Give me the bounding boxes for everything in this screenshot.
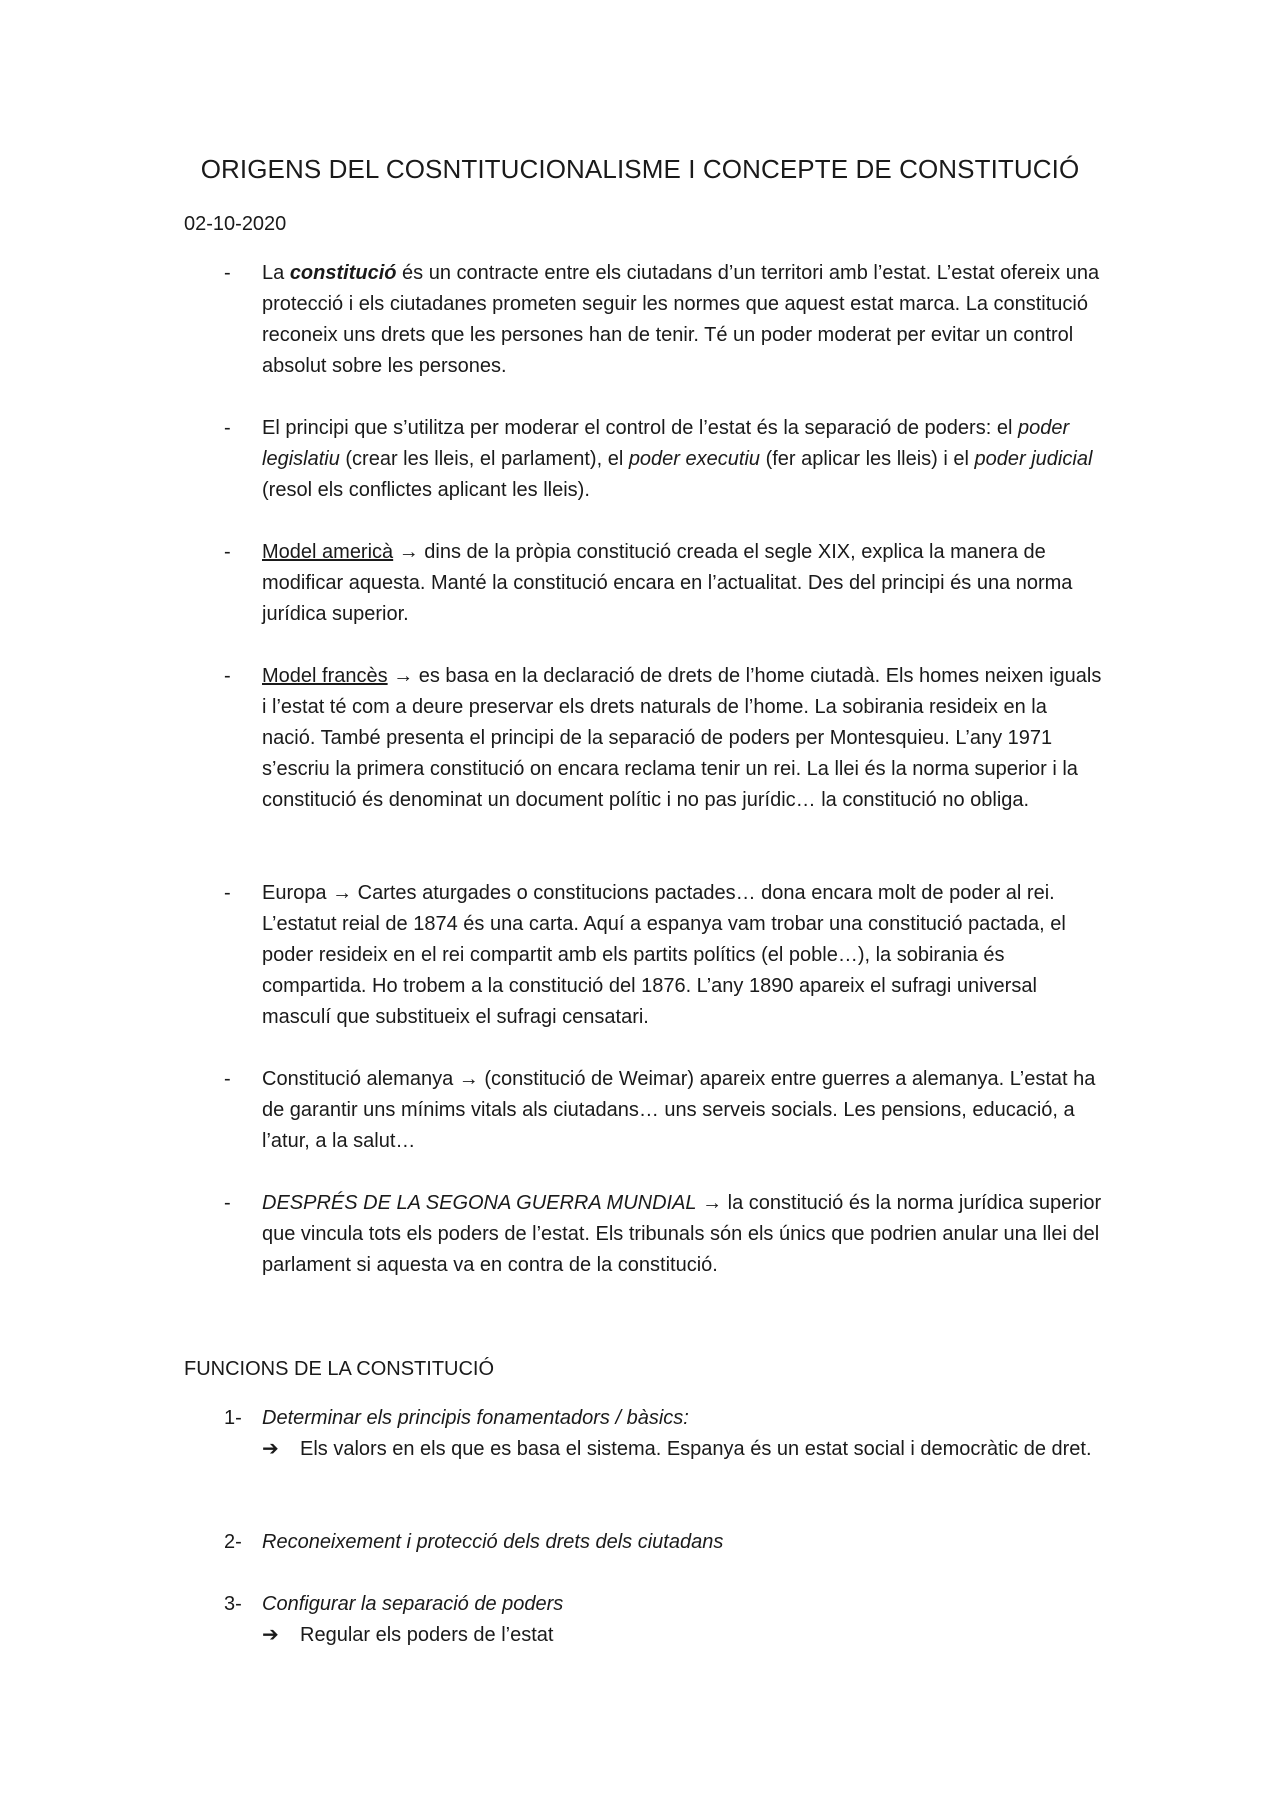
document-title: ORIGENS DEL COSNTITUCIONALISME I CONCEPTE DE CONSTITUCIÓ (200, 154, 1080, 184)
bullet-dash: - (224, 1068, 231, 1090)
funcio-item-1 (184, 1403, 1104, 1465)
bullet-dash: - (224, 665, 231, 687)
funcio-text: Configurar la separació de poders (262, 1593, 564, 1615)
label-despres-segona-guerra: DESPRÉS DE LA SEGONA GUERRA MUNDIAL (262, 1192, 697, 1214)
bullet-despres-segona-guerra: - DESPRÉS DE LA SEGONA GUERRA MUNDIAL → la constitució és la norma jurídica superior que vincula tots els poders de l’estat. Els tribunals són els únics que podrien anular una llei del parlament si aquesta va en contra de la constitució. (184, 1188, 1104, 1281)
funcio-subtext: Els valors en els que es basa el sistema. Espanya és un estat social i democràtic de dret. (300, 1438, 1092, 1460)
label-model-frances: Model francès (262, 665, 388, 687)
bullet-dash: - (224, 417, 231, 439)
bullet-separacio-poders: - El principi que s’utilitza per moderar el control de l’estat és la separació de poders: el poder legislatiu (crear les lleis, el parlament), el poder executiu (fer aplicar les lleis) i el poder judicial (resol els conflictes aplicant les lleis). (184, 413, 1104, 506)
bullet-model-america: - Model americà → dins de la pròpia constitució creada el segle XIX, explica la manera de modificar aquesta. Manté la constitució encara en l’actualitat. Des del principi és una norma jurídica superior. (184, 537, 1104, 630)
bullet-dash: - (224, 262, 231, 284)
bullet-constitucio: - La constitució és un contracte entre els ciutadans d’un territori amb l’estat. L’estat ofereix una protecció i els ciutadanes prometen seguir les normes que aquest estat marca. La constitució reconeix uns drets que les persones han de tenir. Té un poder moderat per evitar un control absolut sobre les persones. (184, 258, 1104, 382)
bullet-constitucio-alemanya: - Constitució alemanya → (constitució de Weimar) apareix entre guerres a alemanya. L’estat ha de garantir uns mínims vitals als ciutadans… uns serveis socials. Les pensions, educació, a l’atur, a la salut… (184, 1064, 1104, 1157)
arrow-right-icon: → (393, 665, 414, 687)
bullet-europa: - Europa → Cartes aturgades o constitucions pactades… dona encara molt de poder al rei. L’estatut reial de 1874 és una carta. Aquí a espanya vam trobar una constitució pactada, el poder resideix en el rei compartit amb els partits polítics (el poble…), la sobirania és compartida. Ho trobem a la constitució del 1876. L’any 1890 apareix el sufragi universal masculí que substitueix el sufragi censatari. (184, 878, 1104, 1033)
list-number: 3- (224, 1593, 242, 1615)
arrow-bullet-icon: ➔ (262, 1438, 279, 1460)
arrow-right-icon: → (332, 882, 353, 904)
funcio-subtext: Regular els poders de l’estat (300, 1624, 554, 1646)
arrow-bullet-icon: ➔ (262, 1624, 279, 1646)
label-model-america: Model americà (262, 541, 394, 563)
term-constitucio: constitució (289, 262, 397, 284)
term-poder-judicial: poder judicial (974, 448, 1093, 470)
bullet-dash: - (224, 541, 231, 563)
funcio-item-2 (184, 1527, 1104, 1558)
bullet-dash: - (224, 882, 231, 904)
arrow-right-icon: → (458, 1068, 479, 1090)
bullet-model-frances: - Model francès → es basa en la declaració de drets de l’home ciutadà. Els homes neixen iguals i l’estat té com a deure preservar els drets naturals de l’home. La sobirania resideix en la nació. També presenta el principi de la separació de poders per Montesquieu. L’any 1971 s’escriu la primera constitució on encara reclama tenir un rei. La llei és la norma superior i la constitució és denominat un document polític i no pas jurídic… la constitució no obliga. (184, 661, 1104, 816)
arrow-right-icon: → (398, 541, 419, 563)
term-poder-legislatiu: poder legislatiu (262, 417, 1070, 470)
label-europa: Europa (262, 882, 333, 904)
term-poder-executiu: poder executiu (628, 448, 761, 470)
funcio-item-3 (184, 1589, 1104, 1651)
document-date: 02-10-2020 (184, 213, 287, 235)
label-constitucio-alemanya: Constitució alemanya (262, 1068, 459, 1090)
bullet-dash: - (224, 1192, 231, 1214)
section-heading-funcions: FUNCIONS DE LA CONSTITUCIÓ (184, 1358, 495, 1380)
arrow-right-icon: → (702, 1192, 723, 1214)
funcio-text: Reconeixement i protecció dels drets dels ciutadans (262, 1531, 724, 1553)
list-number: 1- (224, 1407, 242, 1429)
funcio-text: Determinar els principis fonamentadors / bàsics: (262, 1407, 689, 1429)
list-number: 2- (224, 1531, 242, 1553)
